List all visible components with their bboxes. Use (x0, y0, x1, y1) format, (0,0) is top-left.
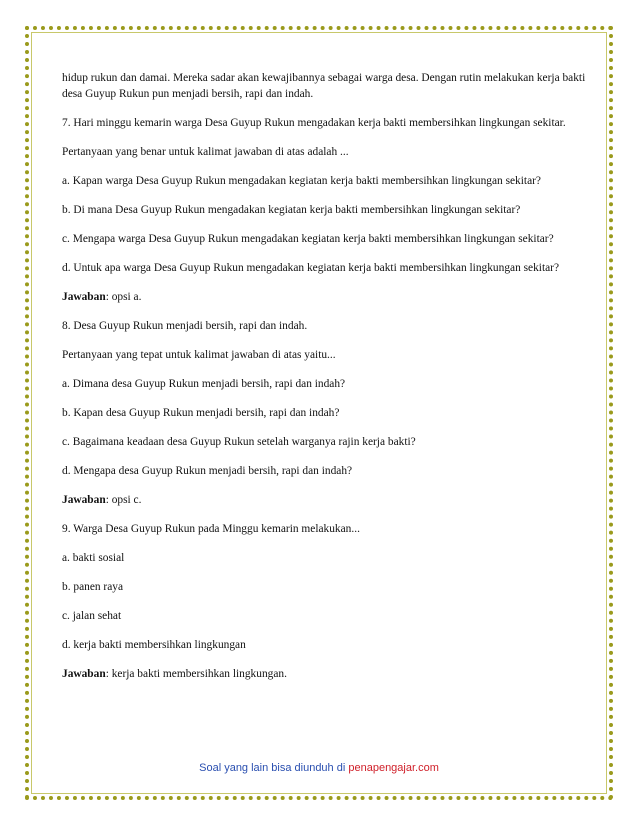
question-prompt: Pertanyaan yang benar untuk kalimat jawaban di atas adalah ... (62, 146, 349, 158)
option-a: a. bakti sosial (62, 552, 125, 564)
option-c: c. jalan sehat (62, 610, 122, 622)
question-8: 8. Desa Guyup Rukun menjadi bersih, rapi dan indah. (62, 320, 308, 332)
answer (62, 666, 592, 682)
option-a: a. Dimana desa Guyup Rukun menjadi bersih, rapi dan indah? (62, 378, 346, 390)
footer (0, 762, 638, 774)
answer-label: Jawaban (62, 668, 106, 680)
option-d: d. kerja bakti membersihkan lingkungan (62, 639, 246, 651)
question-7: 7. Hari minggu kemarin warga Desa Guyup Rukun mengadakan kerja bakti membersihkan lingkungan sekitar. (62, 117, 566, 129)
question-9: 9. Warga Desa Guyup Rukun pada Minggu kemarin melakukan... (62, 523, 360, 535)
answer-text: : opsi c. (105, 494, 142, 506)
answer (62, 492, 592, 508)
answer-text: : opsi a. (105, 291, 142, 303)
paragraph: hidup rukun dan damai. Mereka sadar akan kewajibannya sebagai warga desa. Dengan rutin melakukan kerja bakti desa Guyup Rukun pun menjadi bersih, rapi dan indah. (62, 72, 586, 100)
answer-label: Jawaban (62, 291, 106, 303)
answer-label: Jawaban (62, 494, 106, 506)
answer (62, 289, 592, 305)
option-c: c. Mengapa warga Desa Guyup Rukun mengadakan kegiatan kerja bakti membersihkan lingkungan sekitar? (62, 233, 554, 245)
footer-link[interactable]: penapengajar.com (348, 762, 439, 774)
footer-text: Soal yang lain bisa diunduh di (199, 762, 349, 774)
option-d: d. Untuk apa warga Desa Guyup Rukun mengadakan kegiatan kerja bakti membersihkan lingkungan sekitar? (62, 262, 560, 274)
question-prompt: Pertanyaan yang tepat untuk kalimat jawaban di atas yaitu... (62, 349, 336, 361)
answer-text: : kerja bakti membersihkan lingkungan. (105, 668, 287, 680)
option-b: b. Kapan desa Guyup Rukun menjadi bersih, rapi dan indah? (62, 407, 340, 419)
document-body (62, 70, 592, 695)
option-b: b. Di mana Desa Guyup Rukun mengadakan kegiatan kerja bakti membersihkan lingkungan sekitar? (62, 204, 521, 216)
option-c: c. Bagaimana keadaan desa Guyup Rukun setelah warganya rajin kerja bakti? (62, 436, 416, 448)
option-b: b. panen raya (62, 581, 124, 593)
option-d: d. Mengapa desa Guyup Rukun menjadi bersih, rapi dan indah? (62, 465, 353, 477)
option-a: a. Kapan warga Desa Guyup Rukun mengadakan kegiatan kerja bakti membersihkan lingkungan sekitar? (62, 175, 541, 187)
